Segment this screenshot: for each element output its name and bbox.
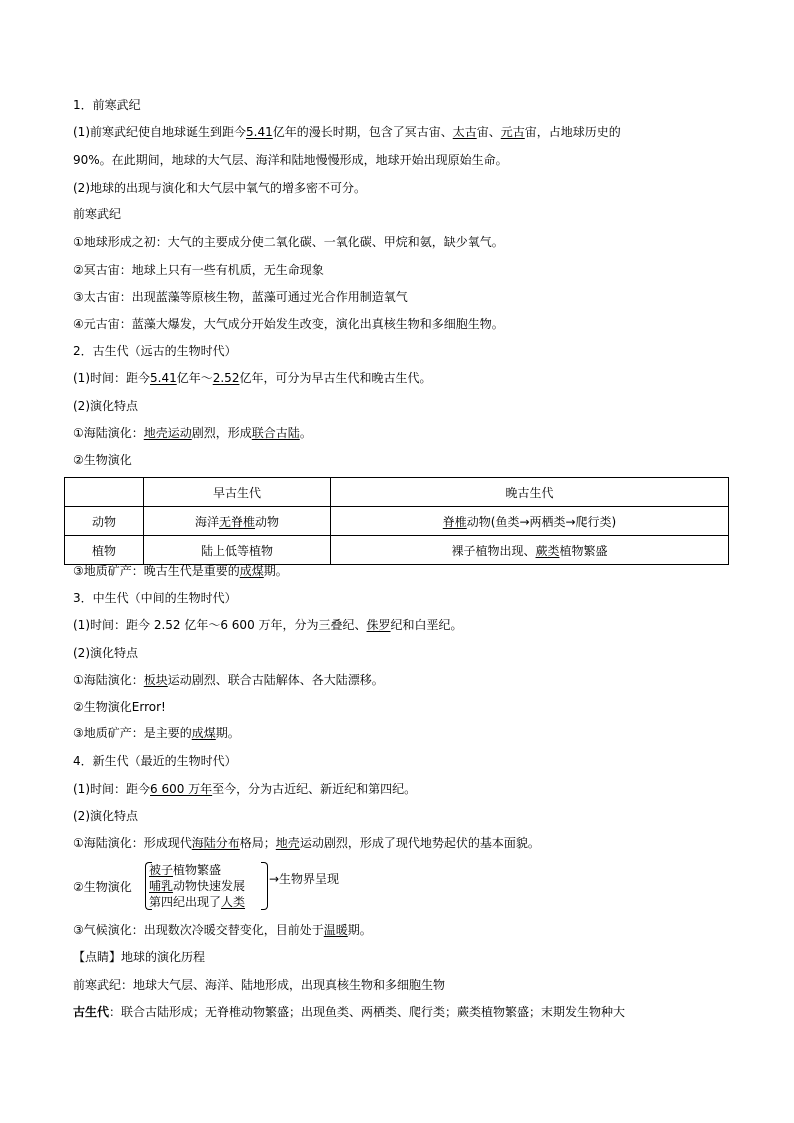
s3-sea-land: ①海陆演化：板块运动剧烈、联合古陆解体、各大陆漂移。	[73, 673, 384, 687]
s1-item-4: ④元古宙：蓝藻大爆发，大气成分开始发生改变，演化出真核生物和多细胞生物。	[73, 317, 504, 331]
table-cell: 裸子植物出现、蕨类植物繁盛	[331, 536, 729, 565]
summary-heading: 【点睛】地球的演化历程	[73, 950, 206, 964]
paleozoic-table	[64, 477, 729, 565]
summary-line-2: 古生代：联合古陆形成；无脊椎动物繁盛；出现鱼类、两栖类、爬行类；蕨类植物繁盛；末期发生物种大	[73, 1005, 626, 1019]
s1-item-1: ①地球形成之初：大气的主要成分使二氧化碳、一氧化碳、甲烷和氨，缺少氧气。	[73, 235, 504, 249]
summary-line-1: 前寒武纪：地球大气层、海洋、陆地形成，出现真核生物和多细胞生物	[73, 978, 446, 992]
s3-minerals: ③地质矿产：是主要的成煤期。	[73, 726, 240, 740]
table-header-row	[65, 478, 729, 507]
s4-bio-item-1: 被子植物繁盛	[149, 863, 222, 877]
s1-item-2: ②冥古宙：地球上只有一些有机质，无生命现象	[73, 263, 324, 277]
s2-minerals: ③地质矿产：晚古生代是重要的成煤期。	[73, 564, 288, 578]
s2-sea-land: ①海陆演化：地壳运动剧烈，形成联合古陆。	[73, 426, 312, 440]
s4-bio-item-3: 第四纪出现了人类	[149, 895, 246, 909]
table-cell: 陆上低等植物	[144, 536, 331, 565]
table-cell: 脊椎动物(鱼类→两栖类→爬行类)	[331, 507, 729, 536]
s1-paragraph-2: (2)地球的出现与演化和大气层中氧气的增多密不可分。	[73, 181, 367, 195]
s2-features: (2)演化特点	[73, 399, 138, 413]
table-header-late: 晚古生代	[331, 478, 729, 507]
table-header-early: 早古生代	[144, 478, 331, 507]
s2-time: (1)时间：距今5.41亿年～2.52亿年，可分为早古生代和晚古生代。	[73, 371, 432, 385]
s4-time: (1)时间：距今6 600 万年至今，分为古近纪、新近纪和第四纪。	[73, 782, 417, 796]
table-cell: 海洋无脊椎动物	[144, 507, 331, 536]
table-row	[65, 536, 729, 565]
s4-climate: ③气候演化：出现数次冷暖交替变化，目前处于温暖期。	[73, 923, 372, 937]
table-row	[65, 507, 729, 536]
s1-paragraph-1: (1)前寒武纪使自地球诞生到距今5.41亿年的漫长时期，包含了冥古宙、太古宙、元古宙，占地球历史的	[73, 125, 621, 139]
table-row-label: 植物	[65, 536, 144, 565]
section-4-heading: 4．新生代（最近的生物时代）	[73, 754, 237, 768]
table-corner-cell	[65, 478, 144, 507]
s1-subheading: 前寒武纪	[73, 207, 122, 221]
section-2-heading: 2．古生代（远古的生物时代）	[73, 344, 237, 358]
table-row-label: 动物	[65, 507, 144, 536]
s2-bio-label: ②生物演化	[73, 453, 132, 467]
s4-bio-label: ②生物演化	[73, 880, 132, 894]
s4-features: (2)演化特点	[73, 809, 138, 823]
s1-item-3: ③太古宙：出现蓝藻等原核生物，蓝藻可通过光合作用制造氧气	[73, 290, 408, 304]
s4-bio-result: →生物界呈现	[269, 872, 340, 886]
s3-bio: ②生物演化Error!	[73, 700, 166, 714]
section-3-heading: 3．中生代（中间的生物时代）	[73, 591, 237, 605]
s4-sea-land: ①海陆演化：形成现代海陆分布格局；地壳运动剧烈，形成了现代地势起伏的基本面貌。	[73, 836, 540, 850]
s4-bio-item-2: 哺乳动物快速发展	[149, 879, 246, 893]
section-1-heading: 1．前寒武纪	[73, 98, 141, 112]
right-brace	[261, 862, 268, 910]
s3-time: (1)时间：距今 2.52 亿年～6 600 万年，分为三叠纪、侏罗纪和白垩纪。	[73, 618, 463, 632]
s3-features: (2)演化特点	[73, 646, 138, 660]
s1-paragraph-1-line2: 90%。在此期间，地球的大气层、海洋和陆地慢慢形成，地球开始出现原始生命。	[73, 153, 508, 167]
